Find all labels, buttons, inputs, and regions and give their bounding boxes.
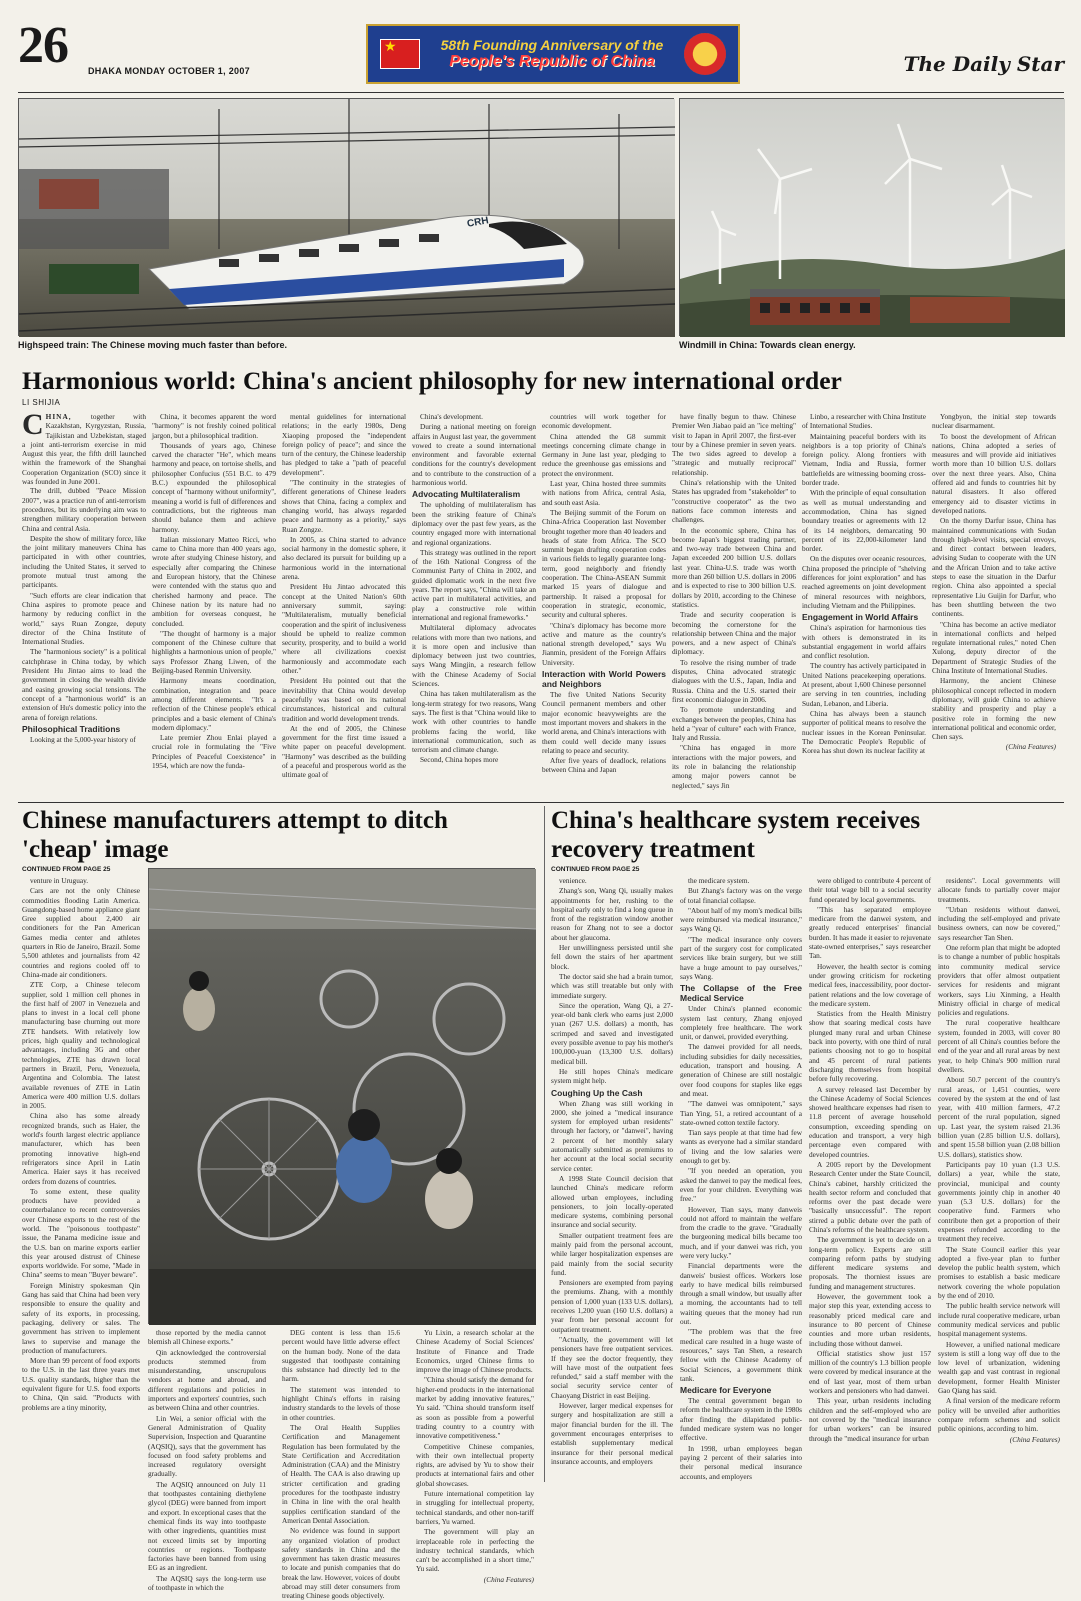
article2-column-4 (416, 1328, 534, 1584)
subhead: Philosophical Traditions (22, 723, 121, 734)
paragraph: venture in Uruguay. (30, 876, 89, 885)
paragraph: Looking at the 5,000-year history of (30, 734, 136, 744)
banner-line1: 58th Founding Anniversary of the (440, 36, 664, 53)
paragraph: The Oral Health Supplies Certification and Management Regulation has been formulated by the State Certification and Accreditation Administration (CAA) and the Ministry of Health. The CAA is also drawing up stricter certification and grading procedures for the toothpaste industry in China in line with the oral health supplies certification standard of the American Dental Association. (282, 1422, 400, 1525)
paragraph: About 50.7 percent of the country's rural areas, or 1,451 counties, were covered by the system at the end of last year, with 410 million farmers, 47.2 percent of the rural population, signed up. Last year, the system raised 21.36 billion yuan (2.85 billion U.S. dollars), and spent 15.58 billion yuan (2.08 billion U.S. dollars), statistics show. (938, 1075, 1060, 1159)
paragraph: ZTE Corp, a Chinese telecom supplier, sold 1 million cell phones in the first half of 2007 in Venezuela and plans to invest in a local cell phone manufacturing base churning out more ZTE handsets. With relatively low prices, high quality and technological advantages, including 3G and other technologies, ZTE has drawn local partners in Brazil, Peru, Venezuela, Argentina and Colombia. The latest available revenues of ZTE in Latin America were 400 million U.S. dollars in 2005. (22, 980, 140, 1111)
paragraph: Last year, China hosted three summits with nations from Africa, central Asia, and south east Asia. (542, 479, 666, 507)
paragraph: "If you needed an operation, you asked the danwei to pay the medical fees, even for your children. Everything was free." (680, 1166, 802, 1204)
article1-column-2 (152, 412, 276, 798)
article3-column-4 (938, 876, 1060, 1482)
paragraph: have finally begun to thaw. Chinese Premier Wen Jiabao paid an "ice melting" visit to Japan in April 2007, the first-ever tour by a Chinese premier in seven years. The two sides agreed to develop a "strategic and mutually reciprocal" relationship. (672, 412, 796, 477)
subhead: Advocating Multilateralism (412, 489, 521, 500)
paragraph: Multilateral diplomacy advocates relations with more than two nations, and it is more open and inclusive than diplomacy between just two countries, says Wang Mingjin, a research fellow with the Chinese Academy of Social Sciences. (412, 623, 536, 689)
newspaper-logo: The Daily Star (903, 52, 1064, 76)
paragraph: The five United Nations Security Council permanent members and other major economic heavyweights are the most important movers and shakers in the world arena, and China's interactions with them could well decide many issues relating to peace and security. (542, 690, 666, 755)
paragraph: China has always been a staunch supporter of political means to resolve the nuclear issues in the Korean Peninsular. The Democratic People's Republic of Korea has shut down its nuclear facility at (802, 708, 926, 756)
paragraph: Harmony means coordination, combination, integration and peace among different elements. "It's a reflection of the Chinese people's ethical principles and a basic element of China's modern diplomacy." (152, 676, 276, 732)
paragraph: China's relationship with the United States has upgraded from "stakeholder" to "constructive cooperator" as the two nations face common interests and challenges. (672, 478, 796, 525)
paragraph: venience. (559, 876, 587, 885)
paragraph: In 2005, as China started to advance social harmony in the domestic sphere, it also declared its pursuit for building up a harmonious world in the international arena. (282, 534, 406, 582)
article1-column-6 (672, 412, 796, 798)
dateline: DHAKA MONDAY OCTOBER 1, 2007 (88, 66, 250, 76)
train-label: CRH (466, 215, 490, 230)
paragraph: The drill, dubbed "Peace Mission 2007", was a practice run of anti-terrorism procedures, but its underlying aim was to strengthen military cooperation between China and central Asia. (22, 486, 146, 533)
train-caption: Highspeed train: The Chinese moving much faster than before. (18, 340, 288, 350)
paragraph: "The problem was that the free medical care resulted in a huge waste of resources," says Tan Shen, a research fellow with the Chinese Academy of Social Sciences, a government think tank. (680, 1327, 802, 1383)
paragraph: "China's diplomacy has become more active and mature as the country's national strength developed," says Wu Jianmin, president of the Foreign Affairs University. (542, 620, 666, 667)
paragraph: A survey released last December by the Chinese Academy of Social Sciences showed healthcare expenses had risen to 11.8 percent of average household consumption, exceeding spending on education and transport, a very high percentage even compared with developed countries. (809, 1084, 931, 1159)
paragraph: No evidence was found in support any organized violation of product safety standards in China and the government has taken drastic measures to locate and punish companies that do break the law. However, voices of doubt abroad may still deter consumers from treating Chinese goods objectively. (282, 1526, 400, 1601)
article3-column-2 (680, 876, 802, 1482)
masthead-rule (18, 92, 1064, 93)
factory-illustration (149, 869, 536, 1325)
article1-column-7 (802, 412, 926, 798)
paragraph: A 2005 report by the Development Research Center under the State Council, China's cabinet, harshly criticized the health sector reform and concluded that reforms over the past decade were "basically unsuccessful". The report stirred a public debate over the path of China's reforms of the healthcare system. (809, 1159, 931, 1234)
article1-byline: LI SHIJIA (22, 398, 61, 407)
paragraph: The State Council earlier this year adopted a five-year plan to further develop the public health system, which promises to establish a basic medicare network covering the whole population by the end of 2010. (938, 1244, 1060, 1301)
paragraph: However, the health sector is coming under growing criticism for rocketing medical fees, inaccessibility, poor doctor-patient relations and the low coverage of the medicare system. (809, 961, 931, 1008)
paragraph: The statement was intended to highlight China's efforts in raising industry standards to the levels of those in other countries. (282, 1384, 400, 1422)
paragraph: Financial departments were the danweis' busiest offices. Workers lose early to have medical bills reimbursed through a small window, but usually after a morning, the accountants had to tell waiting queues that the money had run out. (680, 1261, 802, 1327)
paragraph: Lin Wei, a senior official with the General Administration of Quality Supervision, Inspection and Quarantine (AQSIQ), says that the government has focused on food safety problems and increased regulatory oversight gradually. (148, 1413, 266, 1479)
china-flag-icon: ★ (380, 39, 420, 69)
paragraph: Statistics from the Health Ministry show that soaring medical costs have plunged many rural and urban Chinese back into poverty, with one third of rural patients choosing not to go to hospital and 45 percent of rural patients discharging themselves from hospital before fully recovering. (809, 1009, 931, 1084)
paragraph: The country has actively participated in United Nations peacekeeping operations. At present, about 1,600 Chinese personnel are serving in ten countries, including Sudan, Lebanon, and Liberia. (802, 661, 926, 708)
paragraph: "The thought of harmony is a major component of the Chinese culture that highlights a harmonious union of people," says Professor Zhang Liwen, of the Beijing-based Renmin University. (152, 628, 276, 676)
paragraph: the medicare system. (688, 876, 750, 885)
train-illustration (19, 99, 675, 337)
paragraph: Qin acknowledged the controversial products stemmed from misunderstanding, unscrupulous vendors at home and abroad, and different regulations and policies in importers and exporters' countries, such as between China and other countries. (148, 1347, 266, 1413)
paragraph: The rural cooperative healthcare system, founded in 2003, will cover 80 percent of all China's counties before the end of the year and all rural areas by next year, to help China's 900 million rural dwellers. (938, 1018, 1060, 1074)
paragraph: "The danwei was omnipotent," says Tian Ying, 51, a retired accountant of a state-owned cotton textile factory. (680, 1099, 802, 1127)
paragraph: A final version of the medicare reform policy will be unveiled after authorities compare reform schemes and solicit public opinions, according to him. (938, 1396, 1060, 1434)
paragraph: The "harmonious society" is a political catchphrase in China today, by which President Hu Jintao aims to lead the government in closing the wealth divide and easing growing social tensions. The concept of a "harmonious world" is an extension of Hu's domestic policy into the arena of foreign relations. (22, 647, 146, 722)
paragraph: Late premier Zhou Enlai played a crucial role in formulating the "Five Principles of Peaceful Coexistence" in 1954, which are now the funda- (152, 733, 276, 770)
article3-column-3 (809, 876, 931, 1482)
paragraph: During a national meeting on foreign affairs in August last year, the government vowed to create a sound international environment and favorable external conditions for the country's development and to contribute to the construction of a harmonious world. (412, 422, 536, 488)
paragraph: However, a unified national medicare system is still a long way off due to the low level of urbanization, widening wealth gap and vast contrast in regional development, former Health Minister Gao Qiang has said. (938, 1339, 1060, 1396)
paragraph: "China has engaged in more interactions with the major powers, and its role in balancing the relationship among major powers cannot be neglected," says Jin (672, 743, 796, 790)
article3-continued: CONTINUED FROM PAGE 25 (551, 866, 640, 873)
paragraph: On the thorny Darfur issue, China has maintained communications with Sudan through high-level visits, special envoys, and direct contact between leaders, advising Sudan to cooperate with the UN and the African Union and to take active steps to ease the situation in the Darfur region. China also appointed a special representative Liu Guijin for Darfur, who has been shuttling between the two continents. (932, 516, 1056, 619)
subhead: Medicare for Everyone (680, 1385, 772, 1396)
windmill-illustration (680, 99, 1065, 337)
paragraph: Zhang's son, Wang Qi, usually makes appointments for her, rushing to the hospital early only to find a long queue in front of the registration window another reason for Zhang not to see a doctor about her glaucoma. (551, 886, 673, 942)
paragraph: With the principle of equal consultation as well as mutual understanding and accommodation, China has signed boundary treaties or agreements with 12 of its 14 neighbors, demarcating 90 percent of its 22,000-kilometer land border. (802, 488, 926, 554)
paragraph: those reported by the media cannot blemish all Chinese exports." (148, 1328, 266, 1347)
paragraph: together with Kazakhstan, Kyrgyzstan, Russia, Tajikistan and Uzbekistan, staged a joint anti-terrorism exercise in mid August this year, the fifth drill launched within the framework of the Shanghai Cooperation Organization (SCO) since it was founded in June 2001. (22, 412, 146, 487)
section-rule (18, 802, 1064, 803)
paragraph: Cars are not the only Chinese commodities flooding Latin America. Guangdong-based home appliance giant Gree supplied about 2,400 air conditioners for the Pan American Games media center and athletes quarters in Rio de Janeiro, Brazil. Some 5,500 athletes and journalists from 42 countries and regions cooled off to China-made air conditioners. (22, 886, 140, 979)
paragraph: To some extent, these quality products have provided a counterbalance to recent controversies over Chinese exports to the rest of the world. The "poisonous toothpaste" issue, the Panama medicine issue and the U.S. ban on marine exports earlier this year aroused distrust of Chinese exports worldwide. For some, "Made in China" seems to mean "Buyer beware". (22, 1186, 140, 1280)
paragraph: This year, urban residents including children and the self-employed who are not covered by the "medical insurance for urban workers" can be insured through the "medical insurance for urban (809, 1396, 931, 1443)
paragraph: "About half of my mom's medical bills were reimbursed via medical insurance," says Wang Qi. (680, 905, 802, 934)
subhead: Coughing Up the Cash (551, 1087, 643, 1098)
paragraph: To resolve the rising number of trade disputes, China advocated strategic dialogues with the U.S., Japan, India and Russia. China and the U.S. started their first economic dialogue in 2006. (672, 657, 796, 704)
paragraph: "The medical insurance only covers part of the surgery cost for complicated services like brain surgery, but we still have a huge amount to pay ourselves," says Wang. (680, 934, 802, 981)
paragraph: "The continuity in the strategies of different generations of Chinese leaders shows that China, facing a complex and changing world, has always regarded peace and harmony as a priority," says Ruan Zongze. (282, 478, 406, 534)
drop-cap: C (22, 408, 44, 441)
paragraph: The government is yet to decide on a long-term policy. Experts are still comparing reform paths by studying different medicare systems and proposals. The thorniest issues are funding and management structures. (809, 1235, 931, 1291)
lead-paragraph (22, 408, 146, 487)
paragraph: He still hopes China's medicare system might help. (551, 1066, 673, 1086)
paragraph: Since the operation, Wang Qi, a 27-year-old bank clerk who earns just 2,000 yuan (267 U.S. dollars) a month, has scrimped and saved and investigated every possible avenue to pay his mother's 100,000-yuan (13,300 U.S. dollars) medical bill. (551, 1000, 673, 1066)
paragraph: Pensioners are exempted from paying the premiums. Zhang, with a monthly pension of 1,000 yuan (133 U.S. dollars), receives 1,200 yuan (160 U.S. dollars) a year from her personal account for outpatient treatment. (551, 1278, 673, 1334)
banner-line2: People's Republic of China (449, 52, 655, 70)
paragraph: When Zhang was still working in 2000, she joined a "medical insurance system for employed urban residents" through her factory, or "danwei", having 2 percent of her monthly salary automatically submitted as premiums to her account at the local social security service center. (551, 1098, 673, 1173)
paragraph: The government will play an irreplaceable role in perfecting the industry technical standards, which can't be accomplished in a short time," Yu said. (416, 1527, 534, 1574)
article2-headline-line1: Chinese manufacturers attempt to ditch (22, 807, 448, 834)
subhead: Interaction with World Powers and Neighbors (542, 669, 666, 690)
paragraph: This strategy was outlined in the report of the 16th National Congress of the Communist Party of China in 2002, and guided diplomatic work in the next five years. The report says, "China will take an active part in multilateral activities, and play a constructive role within international and regional frameworks." (412, 547, 536, 622)
paragraph: "China should satisfy the demand for higher-end products in the international market by adding innovative features," Yu said. "China should transform itself as soon as possible from a powerful trading country to a country with innovative competitiveness." (416, 1375, 534, 1441)
article1-column-1 (22, 408, 146, 798)
paragraph: Second, China hopes more (420, 755, 499, 765)
article3-headline-line2: recovery treatment (551, 836, 755, 863)
paragraph: President Hu pointed out that the inevitability that China would develop peacefully was based on its national circumstances, historical and cultural tradition and world development trends. (282, 676, 406, 723)
lead-word: HINA, (45, 412, 91, 421)
paragraph: Maintaining peaceful borders with its neighbors is a top priority of China's foreign policy. Along frontiers with Vietnam, India and Russia, former battlefields are witnessing booming cross-border trade. (802, 431, 926, 488)
anniversary-banner (366, 24, 740, 84)
paragraph: However, the government took a major step this year, extending access to reasonably priced medical care and insurance to 80 percent of Chinese counties and more urban residents, including those without danwei. (809, 1292, 931, 1348)
paragraph: On the disputes over oceanic resources, China proposed the principle of "shelving differences for joint exploration" and has reached agreements on joint development of mineral resources with neighbors, including Vietnam and the Philippines. (802, 554, 926, 610)
article-divider (544, 806, 545, 1482)
paragraph: Italian missionary Matteo Ricci, who came to China more than 400 years ago, wrote after studying Chinese history, and especially after comparing the Chinese and European history, that the Chinese were contended with the status quo and cherished harmony and peace. The Chinese nation by its nature had no ambition for overseas conquest, he concluded. (152, 534, 276, 628)
paragraph: The AQSIQ says the long-term use of toothpaste in which the (148, 1573, 266, 1593)
credit: (China Features) (483, 1574, 534, 1584)
article1-column-5 (542, 412, 666, 798)
paragraph: The AQSIQ announced on July 11 that toothpastes containing diethylene glycol (DEG) were banned from import and export. In exceptional cases that the chemical finds its way into toothpaste with other ingredients, quantities must not exceed limits set by importing countries or regions. Toothpaste factories have been banned from using EG as an ingredient. (148, 1479, 266, 1573)
paragraph: China has taken multilateralism as the long-term strategy for two reasons, Wang says. The first is that "China would like to work with other countries to handle problems facing the world, like international communication, such as terrorism and climate change. (412, 689, 536, 755)
paragraph: The upholding of multilateralism has been the striking feature of China's diplomacy over the past few years, as the country engaged more with international and regional organizations. (412, 500, 536, 547)
paragraph: countries will work together for economic development. (542, 412, 666, 431)
paragraph: In 1998, urban employees began paying 2 percent of their salaries into their personal medical insurance accounts, and employers (680, 1443, 802, 1481)
article2-continued: CONTINUED FROM PAGE 25 (22, 866, 111, 873)
paragraph: Harmony, the ancient Chinese philosophical concept reflected in modern diplomacy, will guide China to achieve stability and prosperity and play a positive role in forming the new international political and economic order, Chen says. (932, 676, 1056, 742)
paragraph: To boost the development of African nations, China adopted a series of measures and will provide aid initiatives worth more than 10 billion U.S. dollars over the next three years. Also, China offered aid and funds to countries hit by natural disasters. It also offered emergency aid to disaster victims in developed nations. (932, 431, 1056, 515)
paragraph: A 1998 State Council decision that launched China's medicare reform allowed urban employees, including pensioners, to join locally-operated medicare systems, combining personal insurance and social security. (551, 1173, 673, 1230)
paragraph: "This has separated employee medicare from the danwei system, and greatly reduced enterprises' financial burden. It has made it easier to rejuvenate state-owned enterprises," says researcher Tan. (809, 904, 931, 961)
paragraph: "Such efforts are clear indication that China aspires to promote peace and harmony by reducing conflict in the world," says Ruan Zongze, deputy director of the China Institute of International Studies. (22, 590, 146, 647)
paragraph: But Zhang's factory was on the verge of total financial collapse. (680, 886, 802, 905)
subhead: The Collapse of the Free Medical Service (680, 983, 802, 1004)
paragraph: The public health service network will include rural cooperative medicare, urban community medical services and public hospital management systems. (938, 1301, 1060, 1339)
paragraph: In the economic sphere, China has become Japan's biggest trading partner, and two-way trade between China and Japan exceeded 200 billion U.S. dollars last year. China-U.S. trade was worth more than 260 billion U.S. dollars in 2006 and is expected to rise to 300 billion U.S. dollars by 2010, according to the Chinese statistics. (672, 525, 796, 609)
paragraph: "Urban residents without danwei, including the self-employed and private business owners, can now be covered," says researcher Tan Shen. (938, 904, 1060, 942)
paragraph: At the end of 2005, the Chinese government for the first time issued a white paper on peaceful development. "Harmony" was described as the building of a peaceful and prosperous world as the ultimate goal of (282, 723, 406, 780)
paragraph: DEG content is less than 15.6 percent would have little adverse effect on the human body. None of the data suggested that toothpaste containing this substance had directly led to the harm. (282, 1328, 400, 1384)
paragraph: Yongbyon, the initial step towards nuclear disarmament. (932, 412, 1056, 431)
paragraph: China attended the G8 summit meetings concerning climate change in Germany in June last year, pledging to reduce the greenhouse gas emissions and protect the environment. (542, 431, 666, 478)
article2-column-1 (22, 876, 140, 1482)
paragraph: Thousands of years ago, Chinese carved the character "He", which means harmony and peace, on tortoise shells, and philosopher Confucius (551 B.C. to 479 B.C.) expounded the philosophical concept of "harmony without uniformity", meaning a world is full of differences and contradictions, but the righteous man should balance them and achieve harmony. (152, 440, 277, 534)
article3-column-1 (551, 876, 673, 1482)
article2-column-3 (282, 1328, 400, 1601)
paragraph: Under China's planned economic system last century, Zhang enjoyed completely free healthcare. The work unit, or danwei, provided everything. (680, 1004, 802, 1042)
article2-headline (22, 806, 448, 864)
paragraph: China's aspiration for harmonious ties with others is demonstrated in its substantial engagement in world affairs and conflict resolution. (802, 623, 926, 661)
paragraph: However, Tian says, many danweis could not afford to maintain the welfare from the cradle to the grave. "Gradually the burgeoning medical bills became too much, and if your danwei was rich, you were very lucky." (680, 1204, 802, 1260)
paragraph: After five years of deadlock, relations between China and Japan (542, 756, 666, 775)
paragraph: mental guidelines for international relations; in the early 1980s, Deng Xiaoping proposed the "independent foreign policy of peace"; and since the turn of the century, the Chinese leadership has pledged to take a "path of peaceful development". (282, 412, 406, 477)
paragraph: Official statistics show just 157 million of the country's 1.3 billion people were covered by medical insurance at the end of last year, most of them urban workers and pensioners who had danwei. (809, 1348, 931, 1396)
article1-headline: Harmonious world: China's ancient philosophy for new international order (22, 366, 842, 395)
paragraph: Future international competition lay in struggling for intellectual property, technical standards, and other non-tariff barriers, Yu warned. (416, 1489, 534, 1526)
paragraph: Participants pay 10 yuan (1.3 U.S. dollars) a year, while the state, provincial, municipal and county governments jointly chip in another 40 yuan (5.3 U.S. dollars) for the cooperative fund. Farmers who contribute then get a proportion of their expenses refunded according to the treatment they receive. (938, 1159, 1060, 1244)
paragraph: Competitive Chinese companies, with their own intellectual property rights, are advised by Yu to show their products at international fairs and other global showcases. (416, 1441, 534, 1488)
article1-column-4 (412, 412, 536, 798)
paragraph: Yu Lixin, a research scholar at the Chinese Academy of Social Sciences' Institute of Finance and Trade Economics, urged Chinese firms to improve the image of Chinese products. (416, 1328, 534, 1375)
paragraph: The danwei provided for all needs, including subsidies for daily necessities, education, transport and housing. A generation of Chinese are still nostalgic over food coupons for staples like eggs and meat. (680, 1042, 802, 1098)
article1-column-8 (932, 412, 1056, 798)
national-emblem-icon (684, 33, 726, 75)
paragraph: President Hu Jintao advocated this concept at the United Nation's 60th anniversary summit, saying: "Multilateralism, mutually beneficial cooperation and the spirit of inclusiveness should be upheld to realize common security, prosperity, and to build a world where all civilizations coexist harmoniously and accommodate each other." (282, 582, 406, 676)
paragraph: "Actually, the government will let pensioners have free outpatient services. If they see the doctor frequently, they will have most of the outpatient fees refunded," said a staff member with the social security service center of Chaoyang District in east Beijing. (551, 1334, 673, 1400)
paragraph: "China has become an active mediator in international conflicts and helped regulate international rules," noted Chen Xulong, deputy director of the Department of Strategic Studies of the China Institute of International Studies. (932, 619, 1056, 676)
credit: (China Features) (1009, 1434, 1060, 1444)
paragraph: Tian says people at that time had few wants as everyone had a similar standard of living and the low salaries were enough to get by. (680, 1128, 802, 1166)
paragraph: China, it becomes apparent the word "harmony" is not freshly coined political jargon, but a philosophical tradition. (152, 412, 276, 440)
credit: (China Features) (1005, 742, 1056, 752)
paragraph: More than 99 percent of food exports to the U.S. in the last three years met U.S. quality standards, higher than the equivalent figure for U.S. food exports to China, Qin said. "Products with problems are a tiny minority, (22, 1356, 140, 1412)
paragraph: One reform plan that might be adopted is to change a number of public hospitals into community medical service providers that offer almost outpatient services for residents and migrant workers, says Liu Xinming, a Health Ministry official in charge of medical policies and regulations. (938, 943, 1060, 1018)
train-photo (18, 98, 674, 336)
article2-headline-line2: 'cheap' image (22, 836, 169, 863)
article1-column-3 (282, 412, 406, 798)
paragraph: Despite the show of military force, like the joint military maneuvers China has participated in with other countries, including the United States, it served to promote mutual trust among the participants. (22, 533, 146, 590)
article3-headline-line1: China's healthcare system receives (551, 807, 921, 834)
paragraph: The central government began to reform the healthcare system in the 1980s after finding the dilapidated public-funded medicare system was no longer effective. (680, 1396, 802, 1443)
paragraph: were obliged to contribute 4 percent of their total wage bill to a social security fund operated by local governments. (809, 876, 931, 904)
paragraph: Trade and security cooperation is becoming the cornerstone for the relationship between China and the major powers, and a new aspect of China's diplomacy. (672, 610, 796, 657)
paragraph: China's development. (420, 412, 483, 421)
article3-headline (551, 806, 1063, 864)
paragraph: Linbo, a researcher with China Institute of International Studies. (802, 412, 926, 431)
paragraph: Her unwillingness persisted until she fell down the stairs of her apartment block. (551, 943, 673, 971)
paragraph: Smaller outpatient treatment fees are mainly paid from the personal account, while larger hospitalization expenses are paid mainly from the social security fund. (551, 1230, 673, 1277)
masthead (18, 18, 1064, 90)
windmill-photo (679, 98, 1064, 336)
article2-column-2 (148, 1328, 266, 1593)
paragraph: The Beijing summit of the Forum on China-Africa Cooperation last November brought together more than 40 leaders and heads of state from Africa. The SCO summit began drafting cooperation codes in various fields to legally guarantee long-term, good neighborly and friendly cooperation. The China-ASEAN Summit marked 15 years of dialogue and partnership. It raised a proposal for cooperation in strategic, economic, security and cultural spheres. (542, 507, 666, 620)
paragraph: To promote understanding and exchanges between the peoples, China has held a "year of culture" each with France, Italy and Russia. (672, 705, 797, 743)
paragraph: China also has some already recognized brands, such as Haier, the world's fourth largest electric appliance manufacturer, which has been promoting innovative high-end refrigerators since April in Latin America. Haier says it has received orders from dozens of countries. (22, 1111, 140, 1186)
factory-photo (148, 868, 535, 1324)
paragraph: The doctor said she had a brain tumor, which was still treatable but only with immediate surgery. (551, 971, 673, 1000)
page-number: 26 (18, 17, 68, 74)
subhead: Engagement in World Affairs (802, 612, 919, 623)
paragraph: residents". Local governments will allocate funds to partially cover major treatments. (938, 876, 1060, 904)
paragraph: However, larger medical expenses for surgery and hospitalization are still a major financial burden for the ill. The government encourages enterprises to establish supplementary medical insurance for their personal medical insurance accounts, and employers (551, 1401, 673, 1466)
paragraph: Foreign Ministry spokesman Qin Gang has said that China had been very responsible to ensure the quality and safety of its exports, in processing, packaging, delivery or sales. The government has striven to implement laws to supervise and manage the production of manufacturers. (22, 1280, 140, 1355)
windmill-caption: Windmill in China: Towards clean energy. (679, 340, 856, 350)
